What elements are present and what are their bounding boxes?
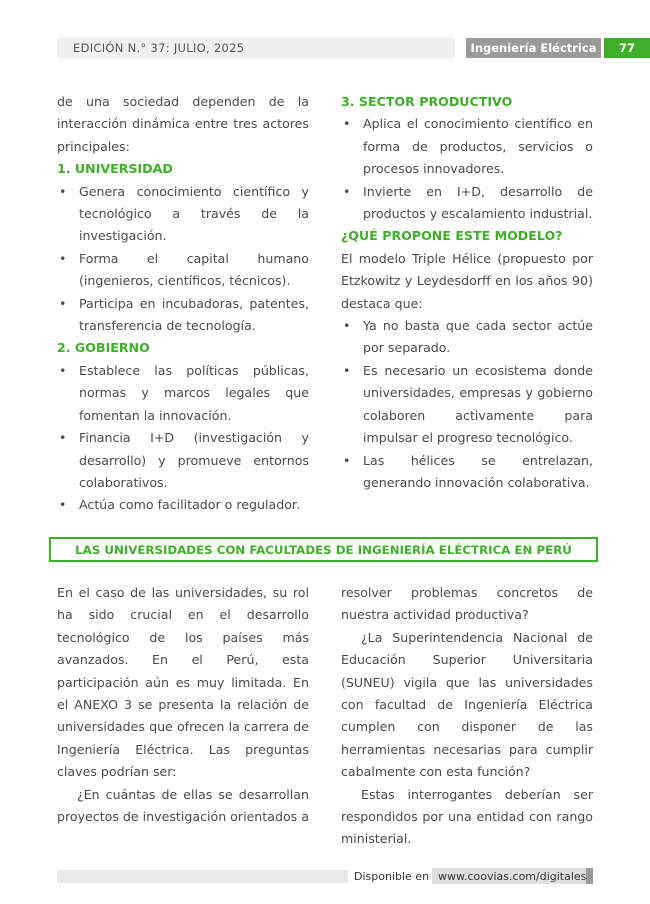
heading-sector-productivo: 3. SECTOR PRODUCTIVO bbox=[341, 94, 513, 109]
intro-paragraph: de una sociedad dependen de la interacción dinámica entre tres actores principales: bbox=[57, 94, 309, 154]
list-model bbox=[341, 315, 593, 494]
section-title: LAS UNIVERSIDADES CON FACULTADES DE INGENIERÍA ELÉCTRICA EN PERÚ bbox=[75, 542, 572, 557]
list-item: • Actúa como facilitador o regulador. bbox=[57, 494, 309, 516]
list-item: • Es necesario un ecosistema donde universidades, empresas y gobierno colaboren activamente para impulsar el progreso tecnológico. bbox=[341, 360, 593, 450]
heading-que-propone: ¿QUÉ PROPONE ESTE MODELO? bbox=[341, 228, 563, 244]
edition-label: EDICIÓN N.° 37: JULIO, 2025 bbox=[73, 41, 245, 55]
body-paragraph: ¿La Superintendencia Nacional de Educación Superior Universitaria (SUNEU) vigila que las universidades con facultad de Ingeniería Eléctrica cumplen con disponer de las herramientas necesarias para cumplir cabalmente con esta función? bbox=[341, 629, 593, 780]
heading-universidad: 1. UNIVERSIDAD bbox=[57, 161, 173, 177]
list-item: • Financia I+D (investigación y desarrollo) y promueve entornos colaborativos. bbox=[57, 427, 309, 494]
section-tag: Ingeniería Eléctrica bbox=[466, 38, 601, 58]
body-paragraph: ¿En cuántas de ellas se desarrollan proyectos de investigación orientados a bbox=[57, 786, 309, 825]
page-number: 77 bbox=[604, 38, 650, 58]
footer-url-link[interactable]: www.coovias.com/digitales bbox=[432, 868, 592, 884]
list-item: • Participa en incubadoras, patentes, transferencia de tecnología. bbox=[57, 293, 309, 338]
model-paragraph: El modelo Triple Hélice (propuesto por Etzkowitz y Leydesdorff en los años 90) destaca que: bbox=[341, 250, 593, 311]
list-item: • Forma el capital humano (ingenieros, científicos, técnicos). bbox=[57, 248, 309, 293]
body-paragraph: resolver problemas concretos de nuestra actividad productiva? bbox=[341, 585, 593, 623]
list-item: • Genera conocimiento científico y tecnológico a través de la investigación. bbox=[57, 181, 309, 248]
list-item: • Ya no basta que cada sector actúe por separado. bbox=[341, 315, 593, 360]
column-bottom-left bbox=[57, 582, 309, 828]
list-item: • Invierte en I+D, desarrollo de productos y escalamiento industrial. bbox=[341, 181, 593, 226]
list-item: • Establece las políticas públicas, normas y marcos legales que fomentan la innovación. bbox=[57, 360, 309, 427]
column-top-left bbox=[57, 91, 309, 517]
body-paragraph: Estas interrogantes deberían ser respondidos por una entidad con rango ministerial. bbox=[341, 786, 593, 847]
column-top-right bbox=[341, 91, 593, 494]
list-gobierno bbox=[57, 360, 309, 517]
section-title-box bbox=[49, 537, 598, 562]
heading-gobierno: 2. GOBIERNO bbox=[57, 340, 150, 356]
list-universidad bbox=[57, 181, 309, 338]
list-sector-productivo bbox=[341, 113, 593, 225]
body-paragraph: En el caso de las universidades, su rol ha sido crucial en el desarrollo tecnológico de los países más avanzados. En el Perú, esta participación aún es muy limitada. En el ANEXO 3 se presenta la relación de universidades que ofrecen la carrera de Ingeniería Eléctrica. Las preguntas claves podrían ser: bbox=[57, 585, 309, 780]
footer-label: Disponible en bbox=[348, 868, 435, 884]
list-item: • Aplica el conocimiento científico en forma de productos, servicios o procesos innovadores. bbox=[341, 113, 593, 180]
list-item: • Las hélices se entrelazan, generando innovación colaborativa. bbox=[341, 450, 593, 495]
column-bottom-right bbox=[341, 582, 593, 851]
footer-end-block bbox=[586, 868, 593, 884]
